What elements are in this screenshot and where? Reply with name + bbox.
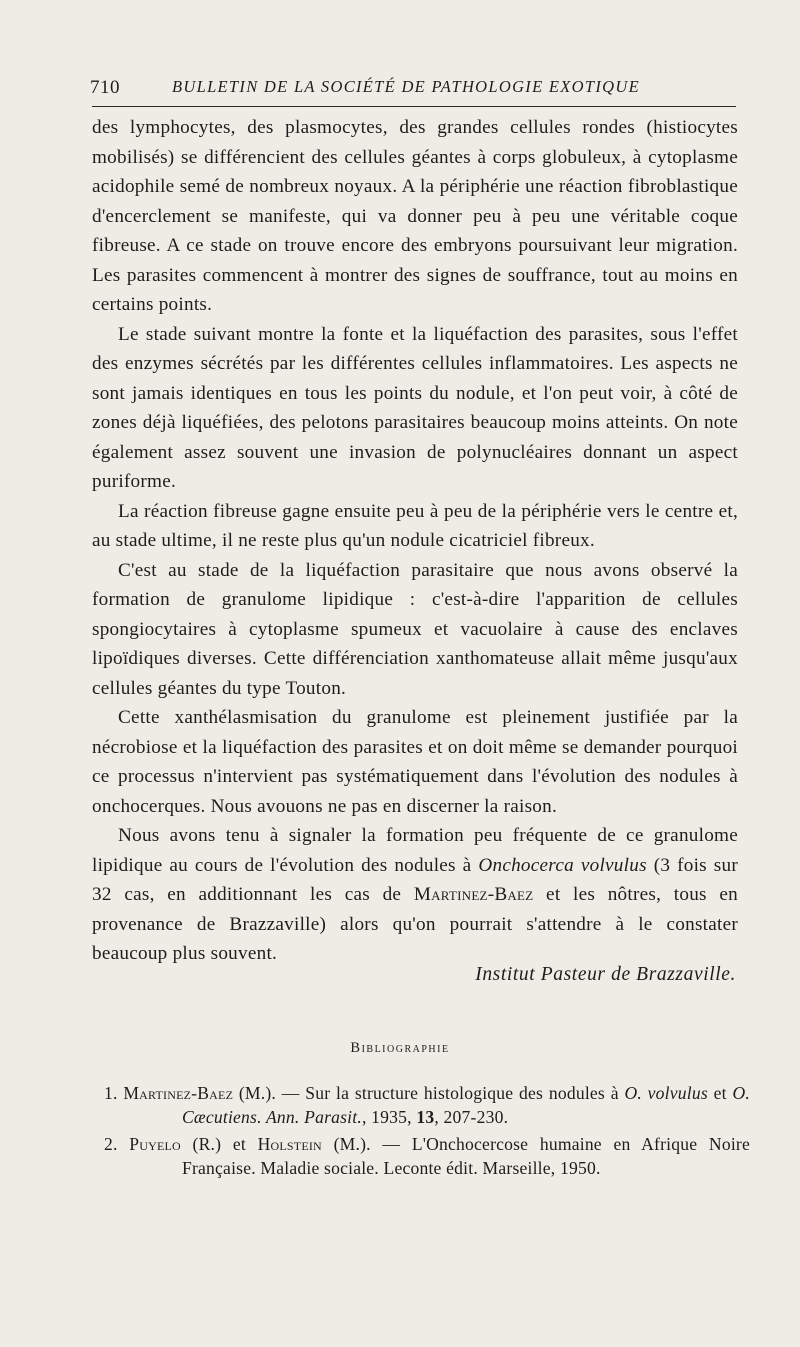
reference-2-author-1: Puyelo <box>129 1134 181 1154</box>
institution-signature: Institut Pasteur de Brazzaville. <box>475 964 736 985</box>
reference-2-title: (M.). — L'Onchocercose humaine en Afrique Noire Française. Maladie sociale. Leconte édit. Marseille, 1950. <box>182 1134 750 1178</box>
reference-1 <box>104 1082 750 1129</box>
paragraph-5: Cette xanthélasmisation du granulome est pleinement justifiée par la nécrobiose et la liquéfaction des parasites et on doit même se demander pourquoi ce processus n'intervient pas systématiquement dans l'évolution des nodules à onchocerques. Nous avouons ne pas en discerner la raison. <box>92 707 738 817</box>
paragraph-2: Le stade suivant montre la fonte et la liquéfaction des parasites, sous l'effet des enzymes sécrétés par les différentes cellules inflammatoires. Les aspects ne sont jamais identiques en tous les points du nodule, et l'on peut voir, à côté de zones déjà liquéfiées, des pelotons parasitaires beaucoup moins atteints. On note également assez souvent une invasion de polynucléaires donnant un aspect puriforme. <box>92 323 738 492</box>
author-name: Martinez-Baez <box>413 884 534 905</box>
paragraph-6-text-e: et les nôtres, tous en provenance de Brazzaville) alors qu'on pourrait s'attendre à le constater beaucoup plus souvent. <box>92 884 738 964</box>
paragraph-1: des lymphocytes, des plasmocytes, des grandes cellules rondes (histiocytes mobilisés) se différencient des cellules géantes à corps globuleux, à cytoplasme acidophile semé de nombreux noyaux. A la périphérie une réaction fibroblastique d'encerclement se manifeste, qui va donner peu à peu une véritable coque fibreuse. A ce stade on trouve encore des embryons poursuivant leur migration. Les parasites commencent à montrer des signes de souffrance, tout au moins en certains points. <box>92 117 738 315</box>
reference-1-volume: 13 <box>416 1106 435 1127</box>
reference-2 <box>104 1133 750 1180</box>
reference-1-species-1: O. volvulus <box>624 1083 708 1103</box>
bibliography-heading: Bibliographie <box>350 1040 450 1056</box>
reference-1-pages: , 207-230. <box>434 1106 509 1127</box>
reference-1-title: (M.). — Sur la structure histologique des nodules à <box>233 1083 625 1103</box>
bibliography-list <box>104 1082 750 1184</box>
header-rule <box>92 106 736 107</box>
reference-2-number: 2. <box>104 1134 130 1154</box>
reference-2-author-2: Holstein <box>257 1134 322 1154</box>
paragraph-4: C'est au stade de la liquéfaction parasitaire que nous avons observé la formation de granulome lipidique : c'est-à-dire l'apparition de cellules spongiocytaires à cytoplasme spumeux et vacuolaire à cause des enclaves lipoïdiques diverses. Cette différenciation xanthomateuse allait même jusqu'aux cellules géantes du type Touton. <box>92 559 738 699</box>
paragraph-3: La réaction fibreuse gagne ensuite peu à peu de la périphérie vers le centre et, au stade ultime, il ne reste plus qu'un nodule cicatriciel fibreux. <box>92 500 738 551</box>
reference-1-number: 1. <box>104 1083 124 1103</box>
running-title: BULLETIN DE LA SOCIÉTÉ DE PATHOLOGIE EXOTIQUE <box>172 77 640 96</box>
article-body <box>92 113 738 969</box>
reference-1-year: , 1935, <box>361 1106 417 1127</box>
paragraph-6-text-a: Nous avons tenu à signaler la formation peu fréquente de ce granulome lipidique au cours de l'évolution des nodules à <box>92 825 738 876</box>
reference-1-author: Martinez-Baez <box>123 1083 234 1103</box>
paragraph-6-text-c: (3 fois sur 32 cas, en additionnant les cas de <box>92 854 739 905</box>
reference-1-journal: O. Cæcutiens. Ann. Parasit. <box>182 1083 750 1127</box>
page-number: 710 <box>90 77 120 98</box>
reference-1-conjunction: et <box>707 1083 733 1103</box>
reference-2-conjunction: (R.) et <box>180 1134 258 1154</box>
paragraph-6 <box>92 821 738 969</box>
species-name: Onchocerca volvulus <box>478 854 647 876</box>
page-header <box>90 74 736 104</box>
